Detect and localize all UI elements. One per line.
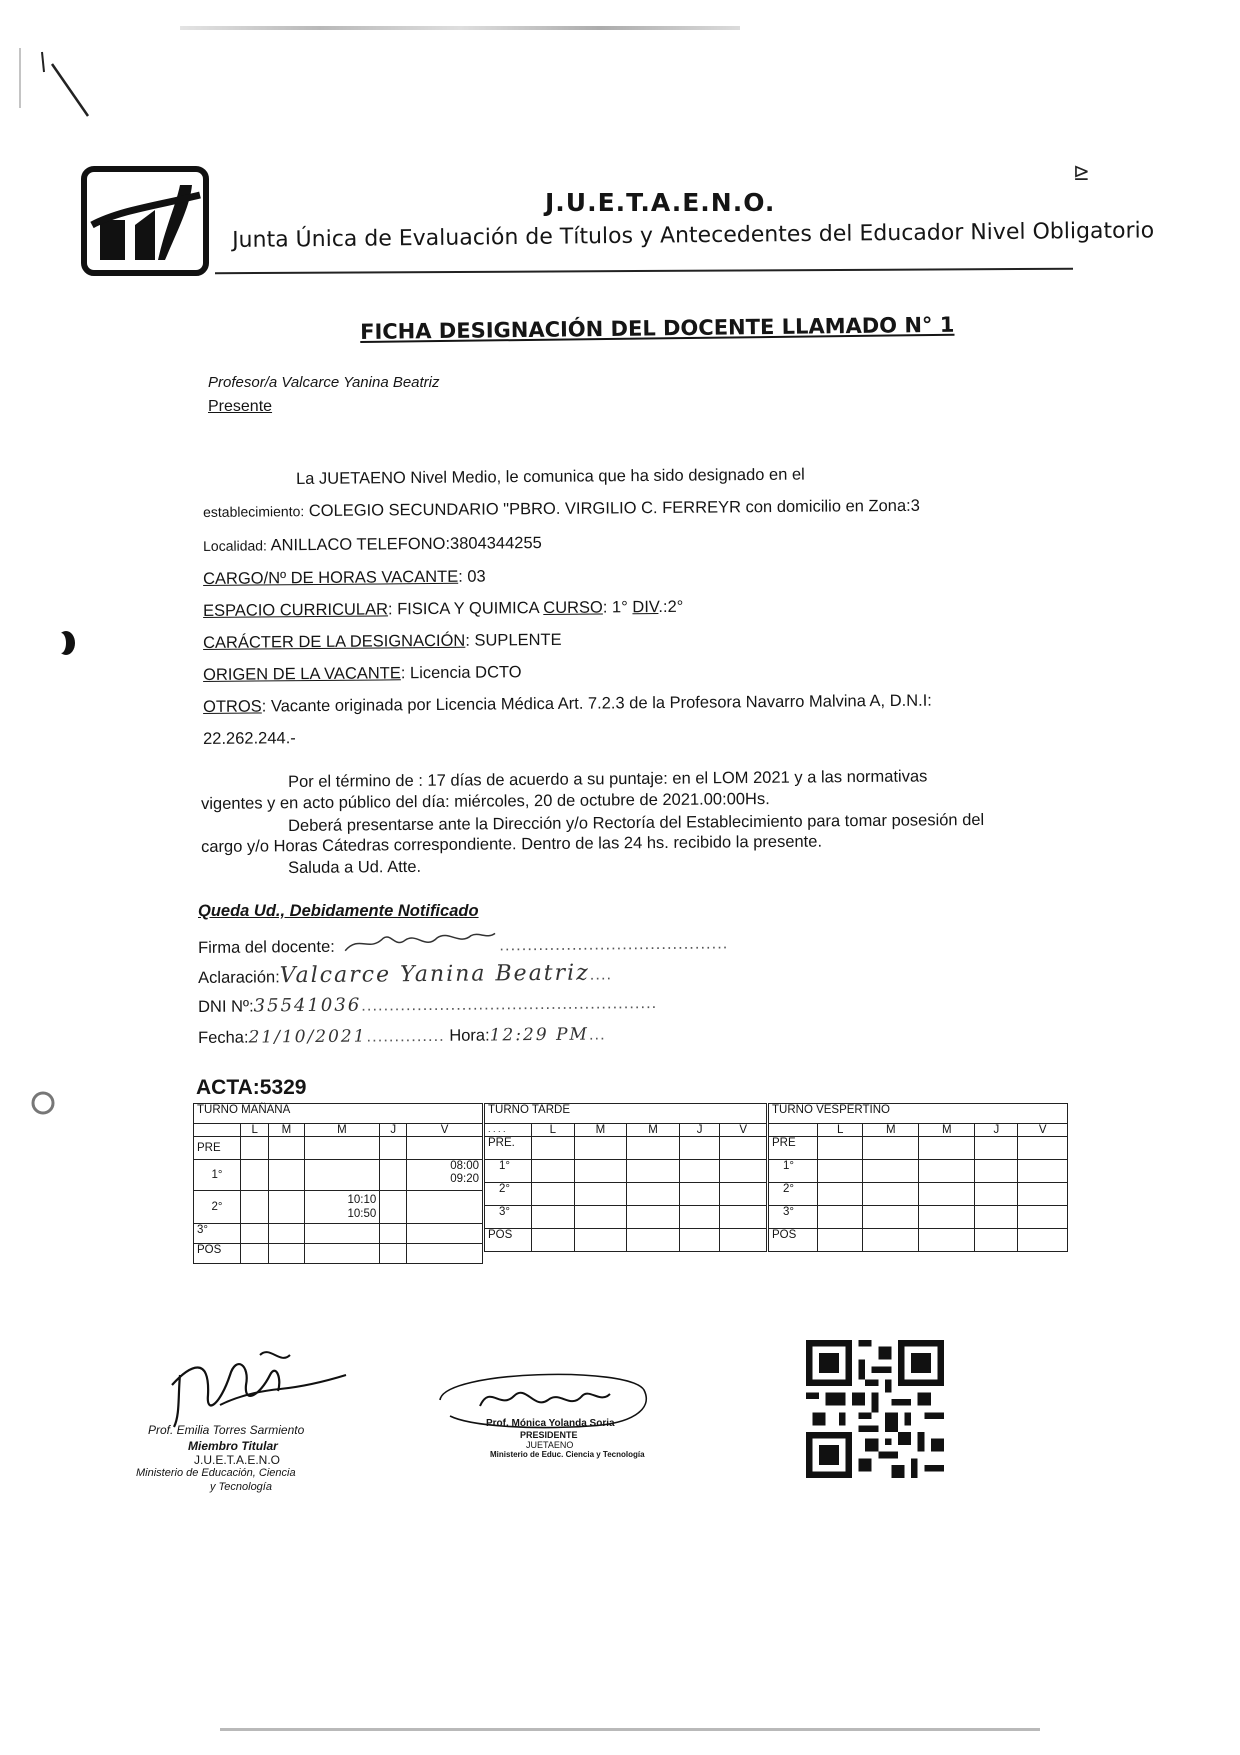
tarde-row-3: 3° [485, 1206, 532, 1229]
otros-line [203, 692, 932, 717]
tarde-dots: . . . . [485, 1124, 532, 1137]
intro-line: La JUETAENO Nivel Medio, le comunica que ha sido designado en el [296, 465, 805, 488]
tarde-row-pre: PRE. [485, 1137, 532, 1160]
espacio-label: ESPACIO CURRICULAR [203, 600, 389, 620]
vesp-day-j: J [975, 1124, 1018, 1137]
row-2: 2° [194, 1191, 241, 1224]
vesp-row-2: 2° [769, 1183, 818, 1206]
tarde-day-m2: M [627, 1124, 680, 1137]
firma-row: Firma del docente: ......................................... [198, 927, 728, 958]
div-label: DIV [632, 598, 659, 617]
div-value: .:2° [658, 597, 684, 617]
schedule-table [193, 1103, 1068, 1290]
curso-value: : 1° [602, 598, 633, 617]
punch-hole-mark-2 [30, 1090, 56, 1116]
aclaracion-label: Aclaración: [198, 968, 280, 987]
notification-title: Queda Ud., Debidamente Notificado [198, 902, 479, 920]
left-sig-ministry-2: y Tecnología [210, 1481, 272, 1493]
middle-sig-role: PRESIDENTE [520, 1430, 578, 1440]
caracter-label: CARÁCTER DE LA DESIGNACIÓN [203, 631, 466, 652]
fecha-label: Fecha: [198, 1028, 249, 1047]
espacio-value: : FISICA Y QUIMICA [387, 599, 544, 619]
org-full-name: Junta Única de Evaluación de Títulos y Antecedentes del Educador Nivel Obligatorio [232, 218, 1155, 253]
localidad-label: Localidad: [203, 537, 267, 554]
curso-label: CURSO [543, 598, 603, 618]
establecimiento-label: establecimiento: [203, 503, 305, 520]
day-m2: M [304, 1124, 380, 1137]
tarde-day-j: J [679, 1124, 719, 1137]
day-v: V [407, 1124, 483, 1137]
middle-sig-org: JUETAENO [526, 1440, 574, 1450]
origen-label: ORIGEN DE LA VACANTE [203, 664, 401, 684]
left-sig-role: Miembro Titular [188, 1439, 278, 1453]
localidad-value: ANILLACO TELEFONO:3804344255 [270, 534, 542, 555]
paragraph-3: Deberá presentarse ante la Dirección y/o Rectoría del Establecimiento para tomar posesión del [288, 810, 985, 835]
scan-artifact-top [180, 26, 740, 30]
slot-m-2: 10:10 10:50 [304, 1191, 380, 1224]
origen-value: : Licencia DCTO [400, 663, 522, 683]
teacher-signature [339, 929, 499, 956]
left-sig-ministry: Ministerio de Educación, Ciencia [136, 1467, 296, 1479]
recipient-line: Profesor/a Valcarce Yanina Beatriz [208, 374, 440, 391]
scan-artifact-bottom [220, 1728, 1040, 1731]
origen-line [203, 663, 522, 685]
espacio-line [203, 598, 683, 621]
day-m: M [269, 1124, 304, 1137]
localidad-line [203, 534, 542, 556]
caracter-value: : SUPLENTE [465, 630, 562, 650]
juetaeno-logo [80, 165, 210, 277]
header-divider [215, 268, 1073, 274]
corner-mark [10, 38, 90, 118]
aclaracion-row: Aclaración:Valcarce Yanina Beatriz.... [198, 960, 613, 989]
signature-left [136, 1335, 360, 1495]
turno-tarde-table [484, 1103, 767, 1252]
dni-value: 35541036 [253, 994, 362, 1017]
signature-left-scribble [150, 1335, 360, 1435]
paragraph-1: Por el término de : 17 días de acuerdo a su puntaje: en el LOM 2021 y a las normativas [288, 767, 928, 791]
caracter-line [203, 631, 562, 653]
fecha-value: 21/10/2021 [248, 1026, 367, 1048]
turno-vespertino-table [768, 1103, 1068, 1252]
document-title: FICHA DESIGNACIÓN DEL DOCENTE LLAMADO N° 1 [360, 312, 955, 344]
establecimiento-value: COLEGIO SECUNDARIO "PBRO. VIRGILIO C. FERREYR con domicilio en Zona:3 [308, 496, 920, 521]
paragraph-5: Saluda a Ud. Atte. [288, 857, 422, 877]
tarde-row-2: 2° [485, 1183, 532, 1206]
presente-label: Presente [208, 398, 273, 415]
vesp-row-pos: POS [769, 1229, 818, 1252]
turno-tarde-title: TURNO TARDE [485, 1104, 767, 1124]
day-j: J [380, 1124, 407, 1137]
vesp-row-3: 3° [769, 1206, 818, 1229]
org-acronym: J.U.E.T.A.E.N.O. [545, 188, 776, 217]
dni-label: DNI Nº: [198, 997, 254, 1016]
row-pre: PRE [194, 1137, 241, 1160]
otros-label: OTROS [203, 697, 262, 716]
paragraph-4: cargo y/o Horas Cátedras correspondiente. Dentro de las 24 hs. recibido la presente. [201, 832, 823, 856]
middle-sig-ministry: Ministerio de Educ. Ciencia y Tecnología [490, 1450, 645, 1459]
cargo-line [203, 568, 486, 589]
vesp-day-v: V [1018, 1124, 1068, 1137]
row-3: 3° [194, 1224, 241, 1244]
tarde-day-l: L [532, 1124, 575, 1137]
vesp-row-1: 1° [769, 1160, 818, 1183]
punch-hole-mark [53, 628, 79, 658]
hora-value: 12:29 PM [489, 1024, 589, 1046]
hora-label: Hora: [449, 1026, 490, 1045]
aclaracion-value: Valcarce Yanina Beatriz [279, 960, 590, 989]
cargo-label: CARGO/Nº DE HORAS VACANTE [203, 567, 459, 588]
left-sig-org: J.U.E.T.A.E.N.O [194, 1453, 281, 1467]
turno-vespertino-title: TURNO VESPERTINO [769, 1104, 1068, 1124]
tarde-day-m: M [574, 1124, 627, 1137]
cargo-value: : 03 [458, 567, 486, 586]
tarde-row-pos: POS [485, 1229, 532, 1252]
middle-sig-name: Prof. Mónica Yolanda Soria [486, 1418, 615, 1429]
vesp-row-pre: PRE [769, 1137, 818, 1160]
otros-line-2: 22.262.244.- [203, 729, 296, 748]
establecimiento-line [203, 497, 920, 522]
row-1: 1° [194, 1160, 241, 1191]
row-pos: POS [194, 1244, 241, 1264]
paragraph-2: vigentes y en acto público del día: miércoles, 20 de octubre de 2021.00:00Hs. [201, 790, 770, 813]
corner-scribble: ⊵ [1073, 162, 1090, 184]
vesp-day-m2: M [919, 1124, 975, 1137]
turno-manana-title: TURNO MAÑANA [194, 1104, 483, 1124]
left-sig-name: Prof. Emilia Torres Sarmiento [148, 1423, 305, 1437]
tarde-row-1: 1° [485, 1160, 532, 1183]
signature-middle [430, 1360, 660, 1470]
acta-number: ACTA:5329 [196, 1076, 307, 1099]
tarde-day-v: V [720, 1124, 767, 1137]
day-l: L [241, 1124, 269, 1137]
qr-code [806, 1340, 944, 1478]
turno-manana-table [193, 1103, 483, 1264]
dni-row: DNI Nº:35541036..................................................... [198, 993, 658, 1017]
vesp-day-m: M [863, 1124, 919, 1137]
firma-label: Firma del docente: [198, 937, 335, 957]
otros-value: : Vacante originada por Licencia Médica Art. 7.2.3 de la Profesora Navarro Malvina A, D.N.I: [261, 691, 932, 716]
fecha-row: Fecha:21/10/2021.............. Hora:12:29 PM... [198, 1024, 606, 1048]
slot-v-1: 08:00 09:20 [407, 1160, 483, 1191]
vesp-day-l: L [818, 1124, 863, 1137]
